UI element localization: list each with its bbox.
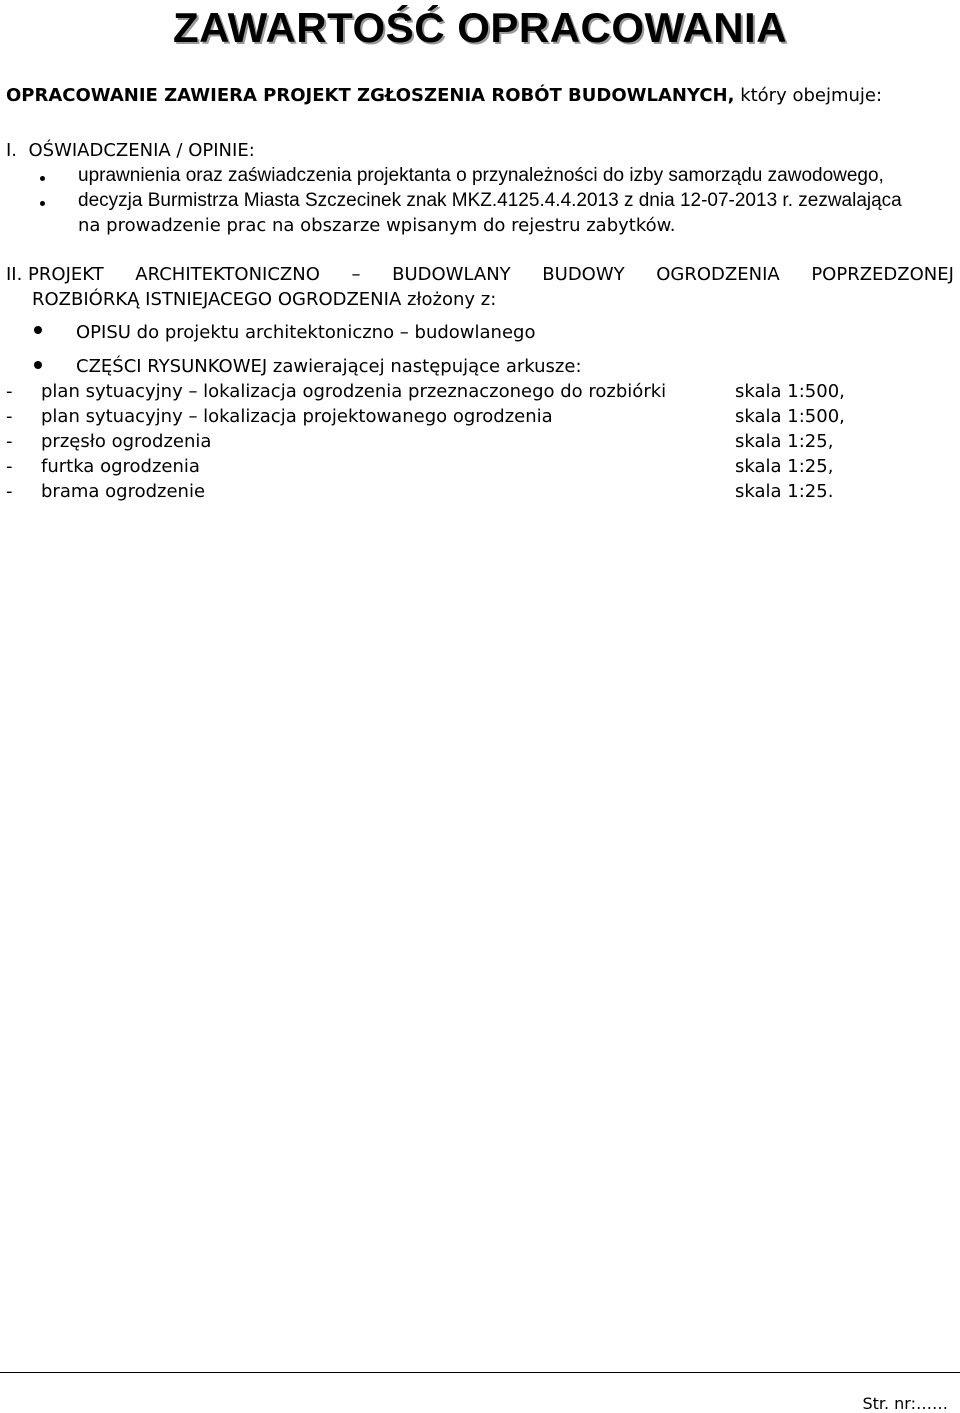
- section1-continuation: na prowadzenie prac na obszarze wpisanym do rejestru zabytków.: [78, 215, 676, 236]
- section1-bullet: decyzja Burmistrza Miasta Szczecinek znak MKZ.4125.4.4.2013 z dnia 12-07-2013 r. zezwalająca: [78, 190, 902, 211]
- sheet-name: plan sytuacyjny – lokalizacja ogrodzenia przeznaczonego do rozbiórki: [41, 381, 667, 402]
- sheet-scale: skala 1:25,: [735, 431, 834, 452]
- sheet-name: brama ogrodzenie: [41, 481, 206, 502]
- heading-word: POPRZEDZONEJ: [811, 264, 954, 285]
- section2-sub-item: CZĘŚCI RYSUNKOWEJ zawierającej następujące arkusze:: [76, 356, 582, 377]
- section1-heading: I. OŚWIADCZENIA / OPINIE:: [6, 140, 255, 161]
- dash-marker: -: [6, 456, 13, 477]
- sheet-scale: skala 1:500,: [735, 406, 845, 427]
- bullet-dot-icon: [34, 361, 42, 369]
- page-title: ZAWARTOŚĆ OPRACOWANIA: [172, 4, 788, 51]
- dash-marker: -: [6, 431, 13, 452]
- heading-word: BUDOWY: [542, 264, 625, 285]
- section2-heading: [6, 264, 954, 285]
- bullet-dot-icon: [40, 176, 45, 181]
- sheet-scale: skala 1:500,: [735, 381, 845, 402]
- dash-marker: -: [6, 481, 13, 502]
- section1-bullet: uprawnienia oraz zaświadczenia projektanta o przynależności do izby samorządu zawodowego,: [78, 165, 884, 186]
- sheet-name: przęsło ogrodzenia: [41, 431, 212, 452]
- intro-bold: OPRACOWANIE ZAWIERA PROJEKT ZGŁOSZENIA ROBÓT BUDOWLANYCH,: [6, 85, 735, 106]
- footer-divider: [0, 1372, 960, 1373]
- heading-word: ARCHITEKTONICZNO: [135, 264, 320, 285]
- dash-marker: -: [6, 381, 13, 402]
- sheet-scale: skala 1:25,: [735, 456, 834, 477]
- heading-word: OGRODZENIA: [656, 264, 780, 285]
- heading-word: II. PROJEKT: [6, 264, 104, 285]
- heading-word: –: [351, 264, 361, 285]
- intro-normal: który obejmuje:: [734, 85, 883, 106]
- dash-marker: -: [6, 406, 13, 427]
- section2-sub-item: OPISU do projektu architektoniczno – budowlanego: [76, 322, 536, 343]
- sheet-scale: skala 1:25.: [735, 481, 834, 502]
- intro-line: [6, 85, 882, 106]
- sheet-name: plan sytuacyjny – lokalizacja projektowanego ogrodzenia: [41, 406, 553, 427]
- section2-heading-line2: ROZBIÓRKĄ ISTNIEJACEGO OGRODZENIA złożony z:: [32, 289, 497, 310]
- heading-word: BUDOWLANY: [392, 264, 511, 285]
- bullet-dot-icon: [40, 201, 45, 206]
- bullet-dot-icon: [34, 326, 42, 334]
- sheet-name: furtka ogrodzenia: [41, 456, 200, 477]
- page-number: Str. nr:……: [862, 1394, 948, 1413]
